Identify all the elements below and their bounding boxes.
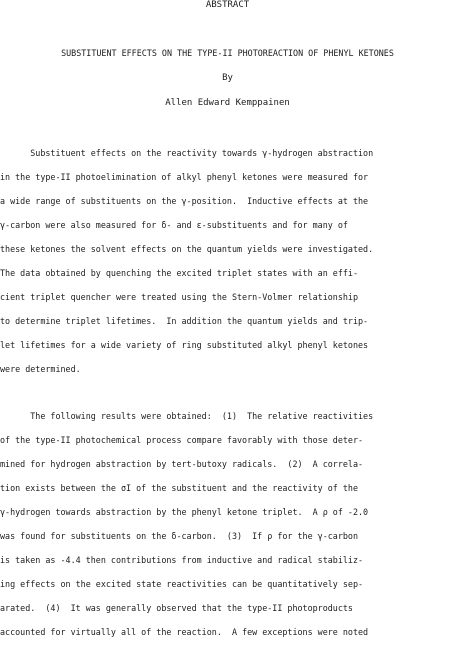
paragraph-line: mined for hydrogen abstraction by tert-butoxy radicals. (2) A correla-	[0, 459, 364, 469]
paragraph-line: The following results were obtained: (1) The relative reactivities	[0, 411, 374, 421]
paragraph-line: ing effects on the excited state reactivities can be quantitatively sep-	[0, 579, 364, 589]
paragraph-line: γ-carbon were also measured for δ- and ε-substituents and for many of	[0, 220, 348, 230]
paragraph-line: let lifetimes for a wide variety of ring substituted alkyl phenyl ketones	[0, 340, 369, 350]
paragraph-line: γ-hydrogen towards abstraction by the phenyl ketone triplet. A ρ of -2.0	[0, 507, 369, 517]
paragraph-line: of the type-II photochemical process compare favorably with those deter-	[0, 435, 364, 445]
paragraph-line: accounted for virtually all of the reaction. A few exceptions were noted	[0, 627, 369, 637]
paragraph-line: tion exists between the σI of the substituent and the reactivity of the	[0, 483, 358, 493]
paragraph-line: Substituent effects on the reactivity towards γ-hydrogen abstraction	[0, 148, 374, 158]
author-name: Allen Edward Kemppainen	[165, 98, 290, 108]
paragraph-line: is taken as -4.4 then contributions from inductive and radical stabiliz-	[0, 555, 364, 565]
paragraph-line: in the type-II photoelimination of alkyl phenyl ketones were measured for	[0, 172, 369, 182]
paragraph-line: The data obtained by quenching the excited triplet states with an effi-	[0, 268, 358, 278]
paragraph-line: arated. (4) It was generally observed that the type-II photoproducts	[0, 603, 353, 613]
paragraph-line: these ketones the solvent effects on the quantum yields were investigated.	[0, 244, 374, 254]
paragraph-line: cient triplet quencher were treated using the Stern-Volmer relationship	[0, 292, 358, 302]
paragraph-line: a wide range of substituents on the γ-position. Inductive effects at the	[0, 196, 369, 206]
paragraph-line: was found for substituents on the δ-carbon. (3) If ρ for the γ-carbon	[0, 531, 358, 541]
abstract-heading: ABSTRACT	[205, 0, 250, 10]
paragraph-line: to determine triplet lifetimes. In addition the quantum yields and trip-	[0, 316, 369, 326]
byline: By	[222, 73, 233, 83]
paragraph-line: were determined.	[0, 364, 81, 374]
document-title: SUBSTITUENT EFFECTS ON THE TYPE-II PHOTOREACTION OF PHENYL KETONES	[61, 48, 394, 58]
